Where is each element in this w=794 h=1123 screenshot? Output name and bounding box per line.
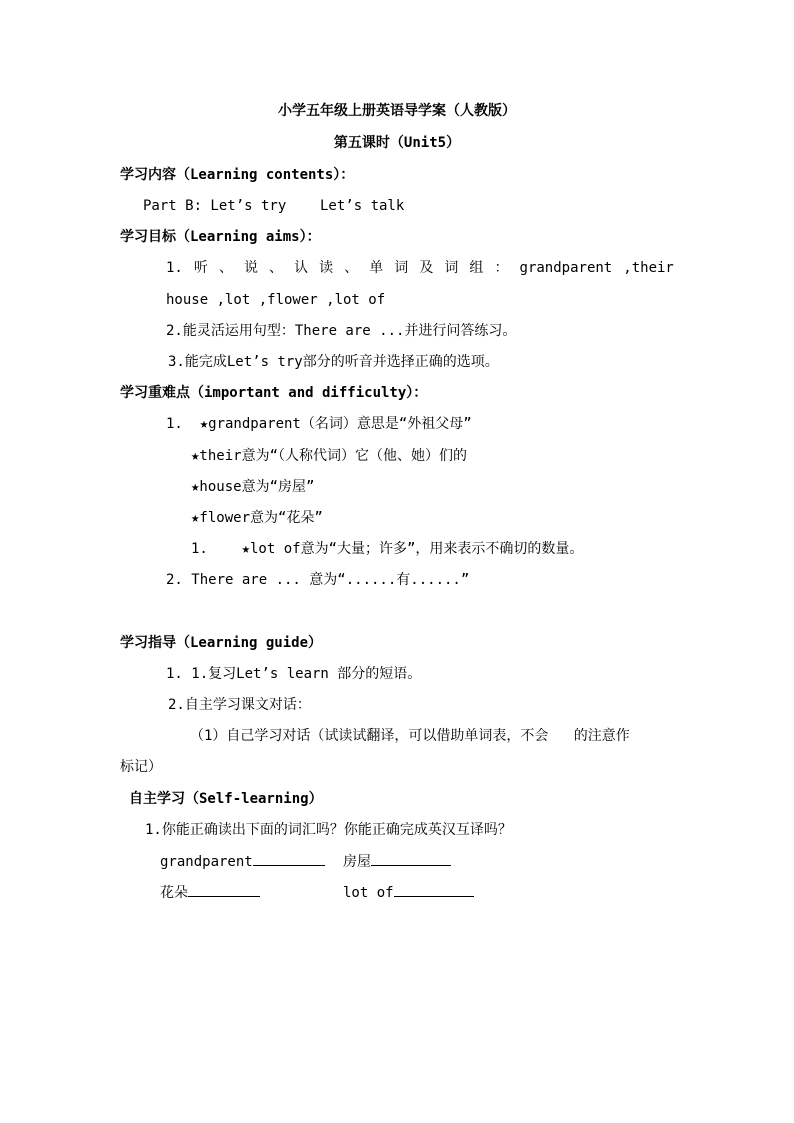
aims-item-1-char: 听 — [193, 260, 208, 276]
guide-item-1: 1. 1.复习Let’s learn 部分的短语。 — [166, 666, 422, 682]
answer-blank[interactable] — [253, 851, 325, 866]
aims-item-1-char: 认 — [294, 260, 309, 276]
vocab-word: grandparent — [160, 854, 253, 870]
aims-item-1-word: grandparent — [519, 260, 613, 276]
aims-item-1-char: 词 — [444, 260, 459, 276]
difficulty-their: ★their意为“（人称代词）它（他、她）们的 — [191, 448, 467, 464]
vocab-word: lot of — [343, 885, 394, 901]
aims-item-1-char: ： — [494, 260, 509, 276]
contents-line: Part B: Let’s try Let’s talk — [143, 198, 405, 214]
aims-item-2: 2.能灵活运用句型：There are ...并进行问答练习。 — [166, 323, 517, 339]
aims-item-1-char: 组 — [469, 260, 484, 276]
aims-item-1-cont: house ,lot ,flower ,lot of — [166, 292, 386, 308]
guide-heading: 学习指导（Learning guide） — [120, 635, 323, 651]
contents-heading: 学习内容（Learning contents）： — [120, 167, 355, 183]
aims-item-1-char: 单 — [369, 260, 384, 276]
answer-blank[interactable] — [394, 882, 474, 897]
difficulty-flower: ★flower意为“花朵” — [191, 510, 323, 526]
vocab-word: 房屋 — [343, 854, 371, 870]
difficulty-lot-of: 1. ★lot of意为“大量；许多”，用来表示不确切的数量。 — [191, 541, 584, 557]
vocab-word: 花朵 — [160, 885, 188, 901]
self-learning-heading: 自主学习（Self-learning） — [129, 791, 323, 807]
aims-item-1 — [166, 258, 674, 278]
guide-item-2-sub: （1）自己学习对话（试读试翻译，可以借助单词表，不会 的注意作 — [190, 728, 630, 744]
page-title: 小学五年级上册英语导学案（人教版） — [278, 103, 516, 119]
vocab-item — [160, 851, 325, 872]
difficulty-item-2: 2. There are ... 意为“......有......” — [166, 572, 470, 588]
aims-item-1-char: 、 — [344, 260, 359, 276]
difficulty-heading: 学习重难点（important and difficulty）： — [120, 385, 428, 401]
aims-heading: 学习目标（Learning aims）： — [120, 229, 321, 245]
aims-item-1-num: 1. — [166, 260, 183, 276]
lesson-subtitle: 第五课时（Unit5） — [333, 135, 461, 151]
vocab-item — [343, 882, 474, 903]
vocab-item — [160, 882, 260, 903]
difficulty-item-1: 1. ★grandparent（名词）意思是“外祖父母” — [166, 416, 472, 432]
guide-item-2-sub-cont: 标记） — [120, 759, 162, 775]
aims-item-3: 3.能完成Let’s try部分的听音并选择正确的选项。 — [168, 354, 499, 370]
answer-blank[interactable] — [371, 851, 451, 866]
aims-item-1-char: 读 — [319, 260, 334, 276]
difficulty-house: ★house意为“房屋” — [191, 479, 315, 495]
aims-item-1-word: ,their — [623, 260, 674, 276]
answer-blank[interactable] — [188, 882, 260, 897]
guide-item-2: 2.自主学习课文对话： — [168, 697, 311, 713]
self-learning-question-1: 1.你能正确读出下面的词汇吗？你能正确完成英汉互译吗？ — [145, 822, 512, 838]
aims-item-1-char: 、 — [269, 260, 284, 276]
aims-item-1-char: 、 — [218, 260, 233, 276]
vocab-item — [343, 851, 451, 872]
aims-item-1-char: 说 — [244, 260, 258, 276]
aims-item-1-char: 词 — [394, 260, 409, 276]
aims-item-1-char: 及 — [419, 260, 434, 276]
